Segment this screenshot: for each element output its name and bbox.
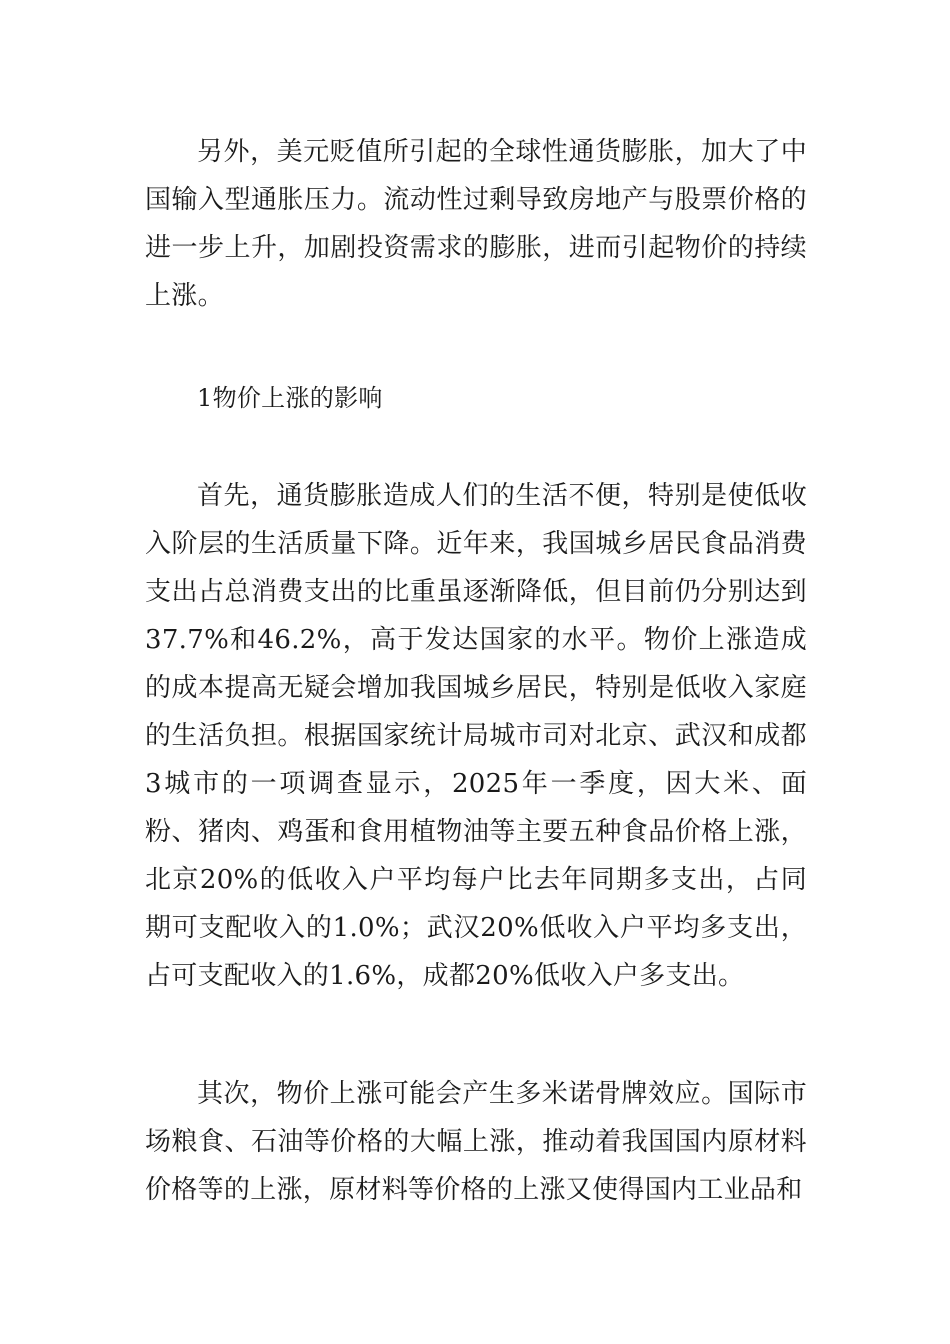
section-heading: 1物价上涨的影响 [197,384,383,412]
body-paragraph: 首先，通货膨胀造成人们的生活不便，特别是使低收入阶层的生活质量下降。近年来，我国城乡居民食品消费支出占总消费支出的比重虽逐渐降低，但目前仍分别达到37.7%和46.2%，高于发达国家的水平。物价上涨造成的成本提高无疑会增加我国城乡居民，特别是低收入家庭的生活负担。根据国家统计局城市司对北京、武汉和成都3城市的一项调查显示，2025年一季度，因大米、面粉、猪肉、鸡蛋和食用植物油等主要五种食品价格上涨，北京20%的低收入户平均每户比去年同期多支出，占同期可支配收入的1.0%；武汉20%低收入户平均多支出，占可支配收入的1.6%，成都20%低收入户多支出。 [145,481,807,991]
body-paragraph: 另外，美元贬值所引起的全球性通货膨胀，加大了中国输入型通胀压力。流动性过剩导致房地产与股票价格的进一步上升，加剧投资需求的膨胀，进而引起物价的持续上涨。 [145,137,807,311]
body-paragraph: 其次，物价上涨可能会产生多米诺骨牌效应。国际市场粮食、石油等价格的大幅上涨，推动着我国国内原材料价格等的上涨，原材料等价格的上涨又使得国内工业品和 [145,1079,807,1205]
